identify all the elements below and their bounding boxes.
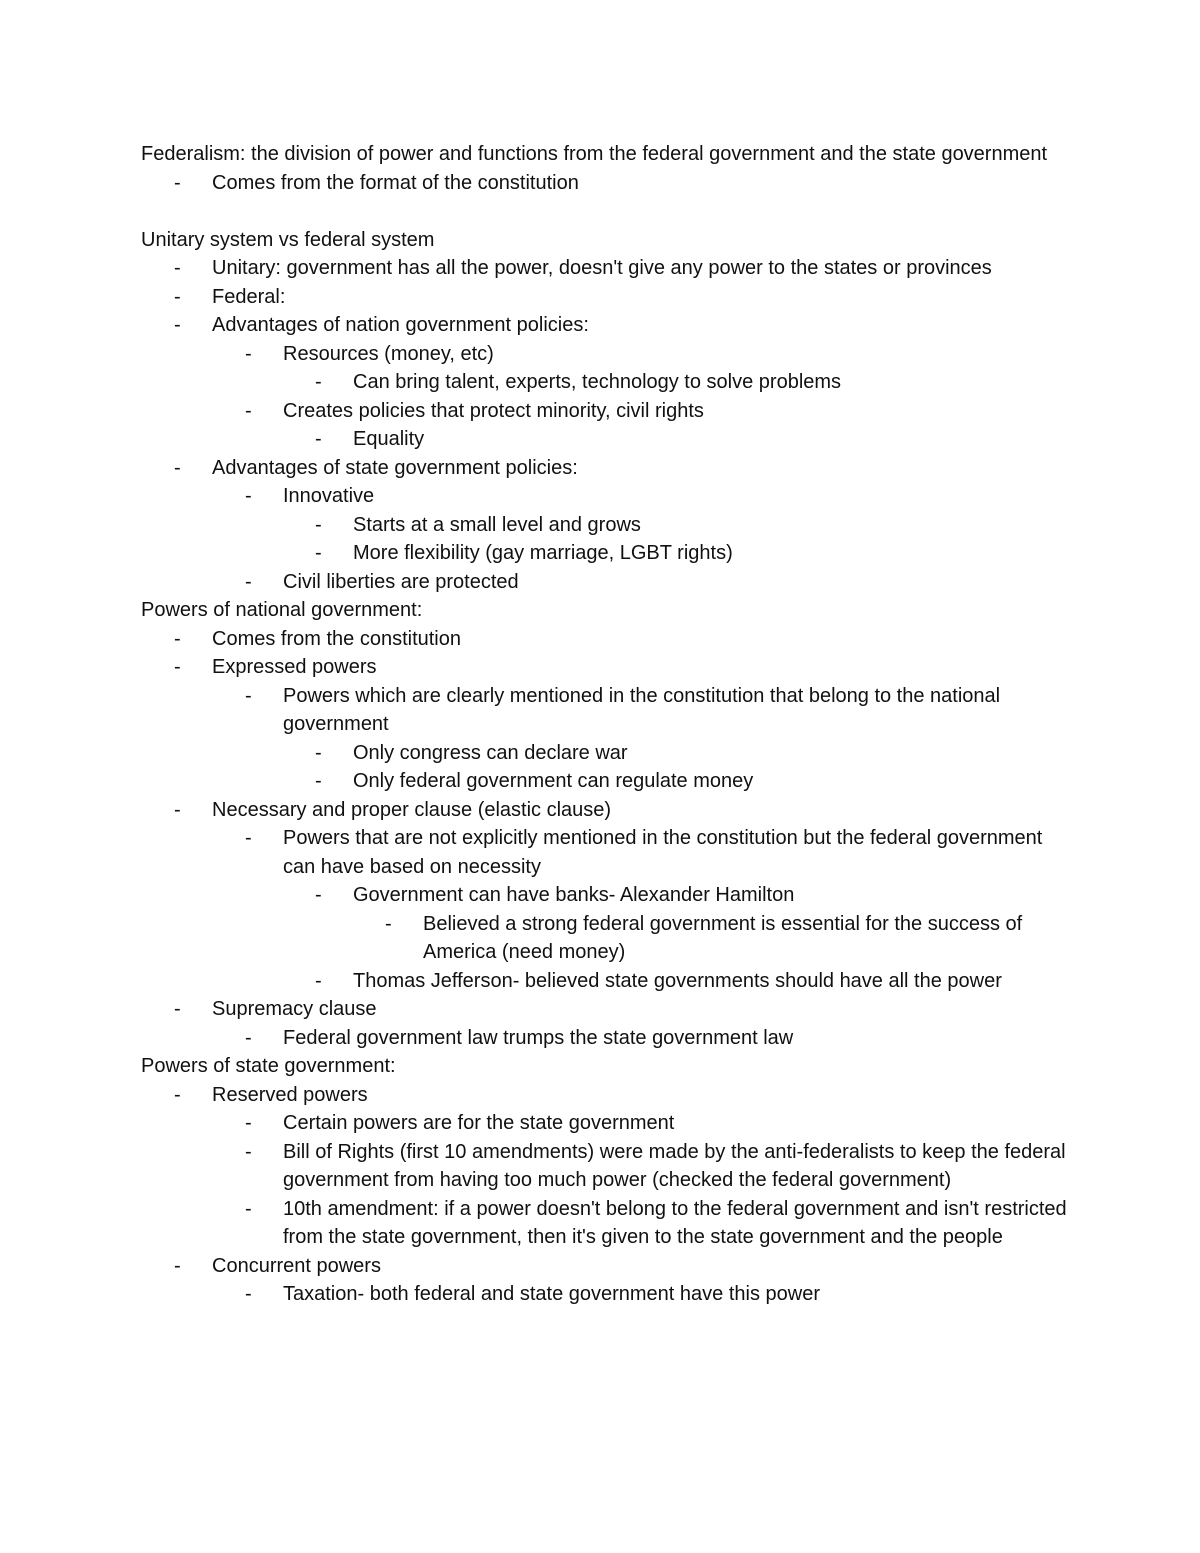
- list-item-text: Expressed powers: [212, 656, 377, 678]
- bullet-dash: -: [315, 770, 322, 792]
- bullet-dash: -: [315, 969, 322, 992]
- bullet-dash: -: [315, 428, 322, 450]
- list-item: [141, 881, 1071, 910]
- bullet-dash: -: [174, 1083, 181, 1106]
- list-item-text: Thomas Jefferson- believed state governments should have all the power: [353, 969, 1002, 992]
- bullet-dash: -: [245, 684, 252, 707]
- list-item-text: Powers that are not explicitly mentioned in the constitution but the federal government can have based on necessity: [283, 827, 1043, 878]
- list-item: [141, 1109, 1071, 1138]
- list-item-text: Only congress can declare war: [353, 741, 628, 764]
- bullet-dash: -: [245, 1197, 252, 1220]
- list-item-text: Federal:: [212, 285, 286, 308]
- list-item: [141, 1024, 1071, 1053]
- bullet-dash: -: [245, 1140, 252, 1163]
- list-item-text: Believed a strong federal government is essential for the success of America (need money): [423, 912, 1023, 963]
- list-item-text: Resources (money, etc): [283, 342, 494, 365]
- bullet-dash: -: [315, 741, 322, 764]
- list-item: [141, 796, 1071, 825]
- document-page: [141, 140, 1071, 1309]
- bullet-dash: -: [245, 485, 252, 507]
- section-heading-federalism: Federalism: the division of power and functions from the federal government and the state government: [141, 143, 1048, 165]
- bullet-dash: -: [245, 1283, 252, 1305]
- list-item-text: Supremacy clause: [212, 998, 377, 1020]
- list-item: [141, 539, 1071, 568]
- list-item-text: Concurrent powers: [212, 1254, 381, 1277]
- list-item-text: Civil liberties are protected: [283, 570, 519, 593]
- list-item: [141, 1252, 1071, 1281]
- list-item-text: Comes from the format of the constitution: [212, 171, 579, 194]
- list-item-text: Federal government law trumps the state government law: [283, 1026, 794, 1049]
- list-item: [141, 311, 1071, 340]
- bullet-dash: -: [174, 1254, 181, 1277]
- list-item: [141, 995, 1071, 1024]
- list-item-text: Comes from the constitution: [212, 627, 461, 650]
- bullet-dash: -: [174, 285, 181, 308]
- list-item: [141, 169, 1071, 198]
- list-item-text: Taxation- both federal and state government have this power: [283, 1283, 820, 1305]
- bullet-dash: -: [174, 314, 181, 336]
- list-item-text: 10th amendment: if a power doesn't belong to the federal government and isn't restricted from the state government, then it's given to the state government and the people: [283, 1197, 1067, 1248]
- bullet-dash: -: [174, 627, 181, 650]
- bullet-dash: -: [315, 884, 322, 906]
- list-item: [141, 511, 1071, 540]
- list-item: [141, 653, 1071, 682]
- bullet-dash: -: [245, 342, 252, 365]
- bullet-dash: -: [174, 257, 181, 279]
- section-heading-unitary: Unitary system vs federal system: [141, 228, 435, 251]
- list-item-text: More flexibility (gay marriage, LGBT rights): [353, 542, 733, 564]
- list-item: [141, 283, 1071, 312]
- list-item: [141, 767, 1071, 796]
- bullet-dash: -: [245, 827, 252, 849]
- list-item-text: Unitary: government has all the power, doesn't give any power to the states or provinces: [212, 257, 992, 279]
- list-item: [141, 425, 1071, 454]
- list-item: [141, 1280, 1071, 1309]
- list-item: [141, 454, 1071, 483]
- list-item: [141, 1138, 1071, 1195]
- list-item-text: Government can have banks- Alexander Hamilton: [353, 884, 795, 906]
- list-item: [141, 340, 1071, 369]
- list-item: [141, 682, 1071, 739]
- bullet-dash: -: [174, 798, 181, 821]
- list-item: [141, 254, 1071, 283]
- list-item: [141, 625, 1071, 654]
- list-item: [141, 482, 1071, 511]
- list-item: [141, 1081, 1071, 1110]
- bullet-dash: -: [174, 456, 181, 479]
- list-item-text: Certain powers are for the state government: [283, 1112, 675, 1134]
- list-item-text: Equality: [353, 428, 425, 450]
- list-item: [141, 368, 1071, 397]
- bullet-dash: -: [174, 998, 181, 1020]
- list-item: [141, 568, 1071, 597]
- bullet-dash: -: [245, 1026, 252, 1049]
- list-item: [141, 824, 1071, 881]
- bullet-dash: -: [174, 656, 181, 678]
- bullet-dash: -: [385, 912, 392, 935]
- section-heading-national-powers: Powers of national government:: [141, 599, 423, 621]
- list-item-text: Necessary and proper clause (elastic clause): [212, 798, 612, 821]
- list-item-text: Powers which are clearly mentioned in the constitution that belong to the national government: [283, 684, 1001, 735]
- list-item-text: Starts at a small level and grows: [353, 513, 641, 536]
- list-item-text: Only federal government can regulate money: [353, 770, 754, 792]
- list-item: [141, 397, 1071, 426]
- bullet-dash: -: [315, 371, 322, 393]
- list-item: [141, 967, 1071, 996]
- bullet-dash: -: [315, 542, 322, 564]
- paragraph-gap: [141, 197, 1071, 226]
- bullet-dash: -: [245, 1112, 252, 1134]
- list-item-text: Creates policies that protect minority, civil rights: [283, 399, 704, 422]
- list-item-text: Bill of Rights (first 10 amendments) were made by the anti-federalists to keep the federal government from having too much power (checked the federal government): [283, 1140, 1066, 1191]
- list-item-text: Advantages of nation government policies:: [212, 314, 589, 336]
- bullet-dash: -: [245, 570, 252, 593]
- bullet-dash: -: [245, 399, 252, 422]
- section-heading-state-powers: Powers of state government:: [141, 1055, 396, 1077]
- bullet-dash: -: [174, 171, 181, 194]
- list-item: [141, 910, 1071, 967]
- list-item-text: Reserved powers: [212, 1083, 368, 1106]
- list-item-text: Advantages of state government policies:: [212, 456, 578, 479]
- list-item-text: Innovative: [283, 485, 375, 507]
- list-item: [141, 739, 1071, 768]
- bullet-dash: -: [315, 513, 322, 536]
- list-item: [141, 1195, 1071, 1252]
- list-item-text: Can bring talent, experts, technology to solve problems: [353, 371, 842, 393]
